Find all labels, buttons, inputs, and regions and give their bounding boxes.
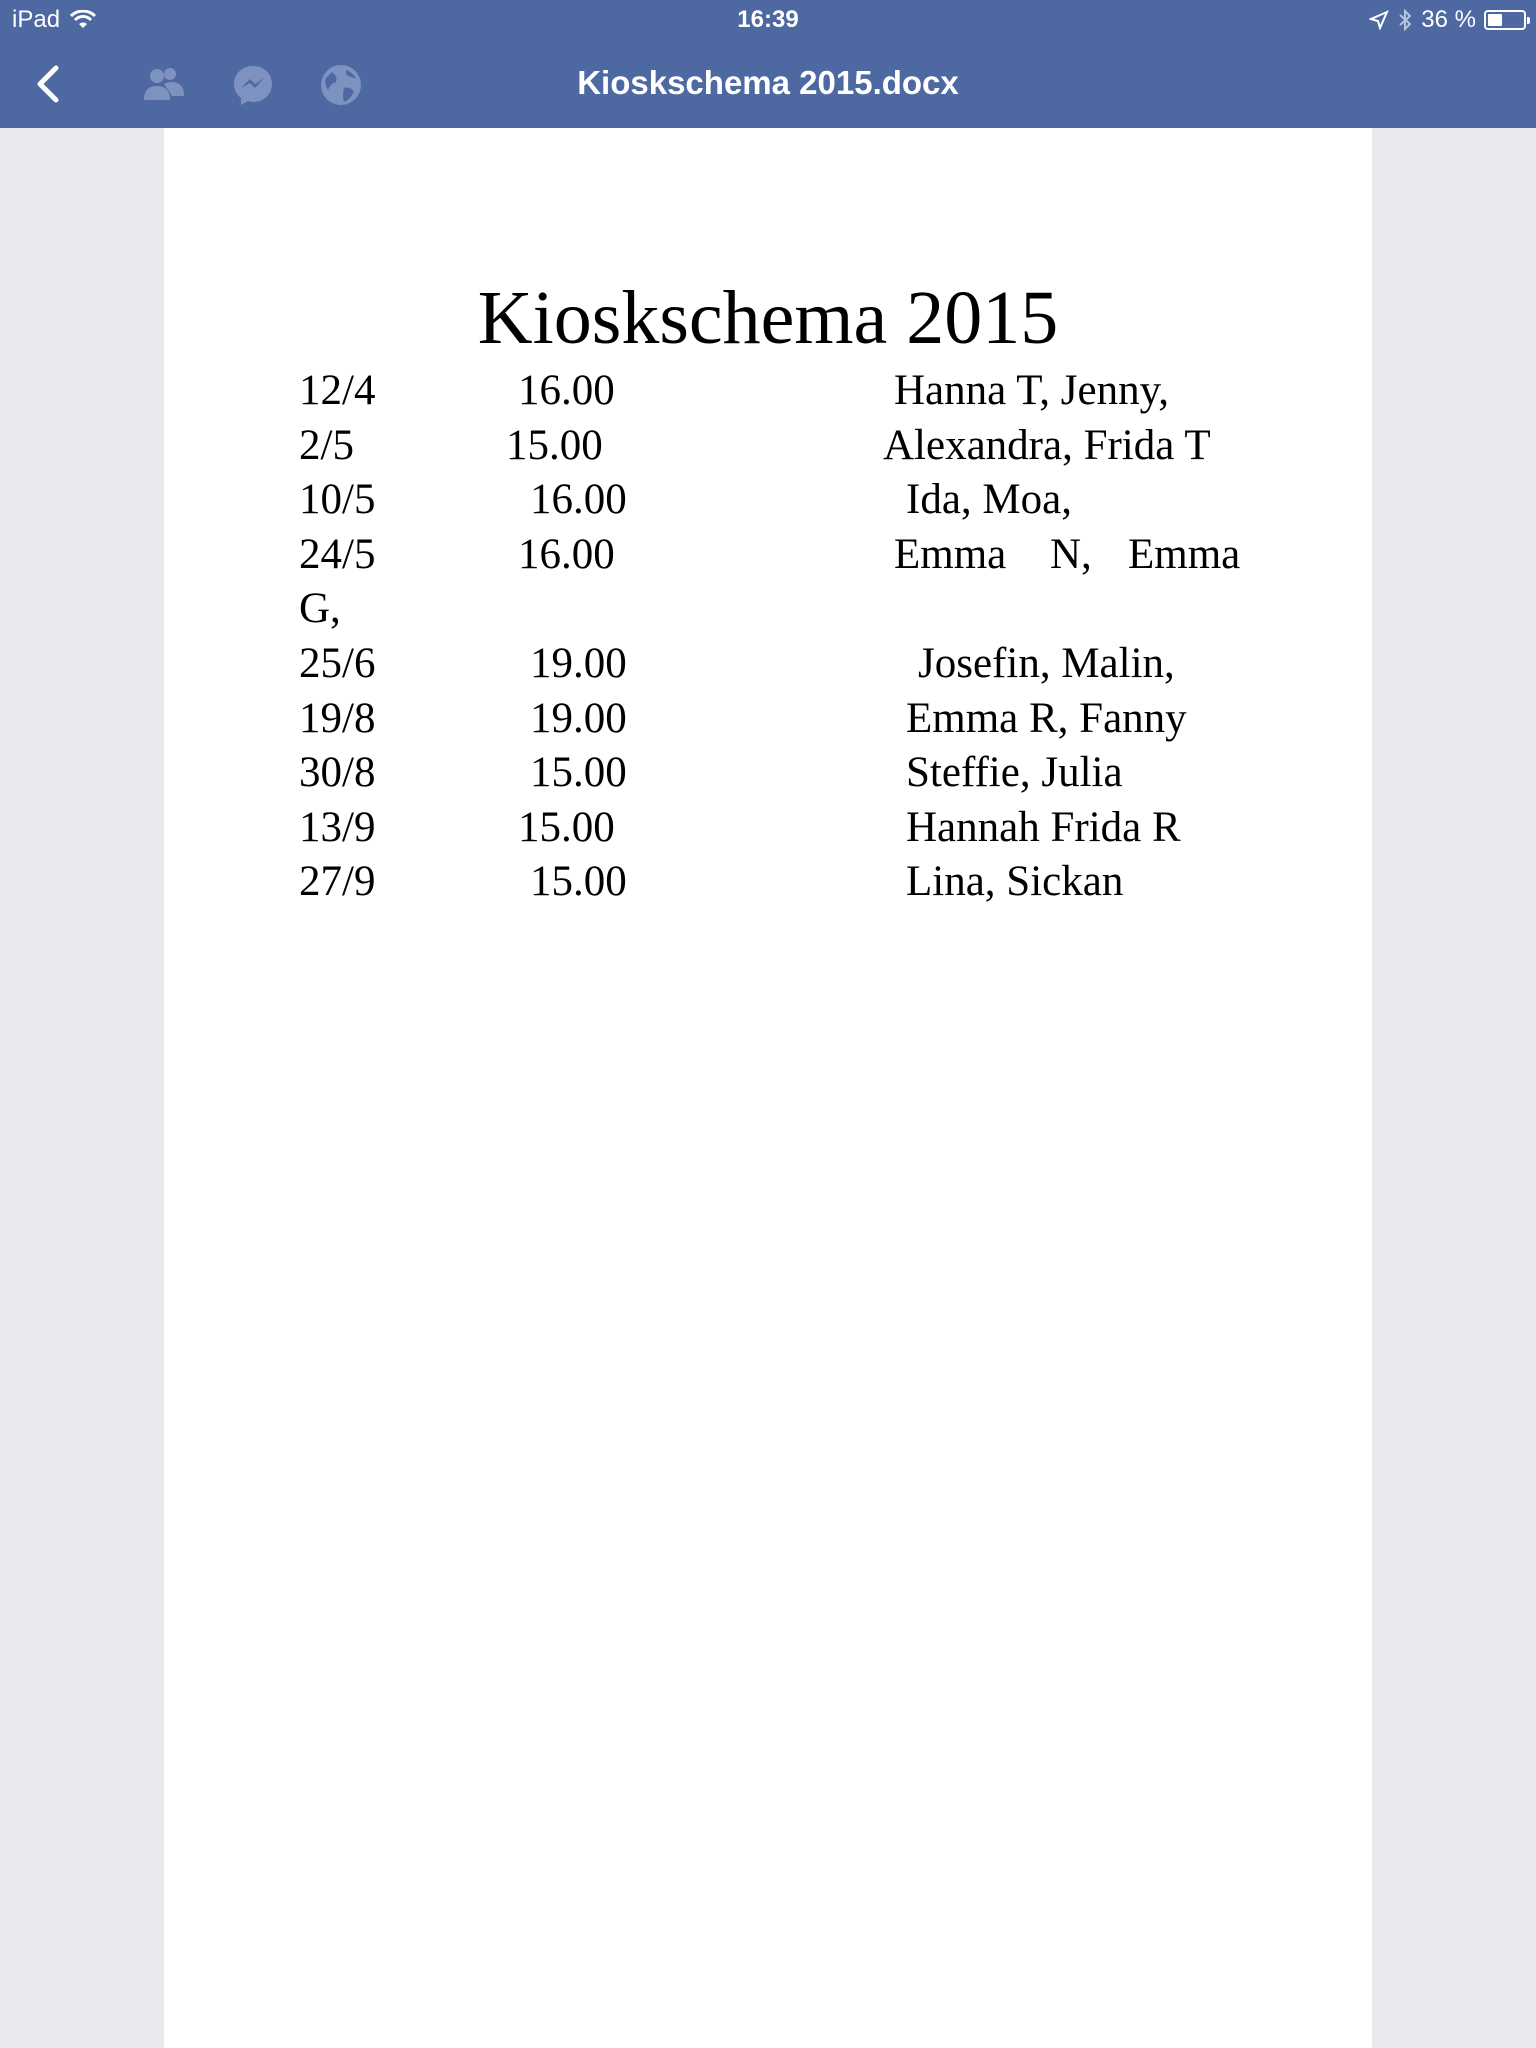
schedule-row <box>299 364 1299 419</box>
schedule-list <box>299 364 1299 910</box>
document-name-title: Kioskschema 2015.docx <box>577 64 959 101</box>
row-names: Steffie, Julia <box>906 749 1123 797</box>
row-names: Ida, Moa, <box>906 476 1072 524</box>
row-date: 13/9 <box>299 803 376 851</box>
location-arrow-icon <box>1369 10 1389 30</box>
row-names: Alexandra, Frida T <box>883 421 1211 469</box>
top-bar <box>0 0 1536 128</box>
device-label: iPad <box>12 6 61 33</box>
status-bar <box>0 0 1536 40</box>
row-names: Hanna T, Jenny, <box>894 367 1170 414</box>
row-names-continuation: G, <box>299 585 341 633</box>
row-time: 16.00 <box>518 530 615 578</box>
row-names: Emma R, Fanny <box>906 694 1187 742</box>
row-time: 16.00 <box>518 367 615 414</box>
schedule-row <box>299 528 1299 637</box>
row-names-part: Emma <box>894 530 1007 578</box>
row-date: 12/4 <box>299 367 376 414</box>
battery-percent: 36 % <box>1421 6 1476 33</box>
row-date: 19/8 <box>299 694 376 742</box>
schedule-row <box>299 473 1299 528</box>
row-time: 15.00 <box>506 421 603 469</box>
row-date: 25/6 <box>299 639 376 687</box>
row-date: 2/5 <box>299 421 354 469</box>
row-names-part: Emma <box>1128 530 1241 578</box>
battery-level <box>1488 14 1502 26</box>
schedule-row <box>299 637 1299 692</box>
row-date: 10/5 <box>299 476 376 524</box>
schedule-row <box>299 801 1299 856</box>
schedule-row <box>299 419 1299 474</box>
row-time: 15.00 <box>518 803 615 851</box>
row-time: 19.00 <box>530 694 627 742</box>
row-date: 30/8 <box>299 749 376 797</box>
navigation-bar <box>0 40 1536 128</box>
schedule-row <box>299 855 1299 910</box>
row-names: Lina, Sickan <box>906 858 1124 906</box>
battery-icon <box>1484 10 1526 30</box>
document-heading: Kioskschema 2015 <box>477 276 1059 360</box>
schedule-row <box>299 746 1299 801</box>
row-time: 15.00 <box>530 749 627 797</box>
row-date: 24/5 <box>299 530 376 578</box>
row-names-part: N, <box>1050 530 1092 578</box>
schedule-row <box>299 692 1299 747</box>
status-time: 16:39 <box>737 6 799 33</box>
row-date: 27/9 <box>299 858 376 906</box>
row-time: 19.00 <box>530 639 627 687</box>
row-time: 16.00 <box>530 476 627 524</box>
row-names: Hannah Frida R <box>906 803 1181 851</box>
row-time: 15.00 <box>530 858 627 906</box>
row-names: Josefin, Malin, <box>918 639 1175 687</box>
document-page <box>164 128 1372 2048</box>
bluetooth-icon <box>1397 8 1413 32</box>
